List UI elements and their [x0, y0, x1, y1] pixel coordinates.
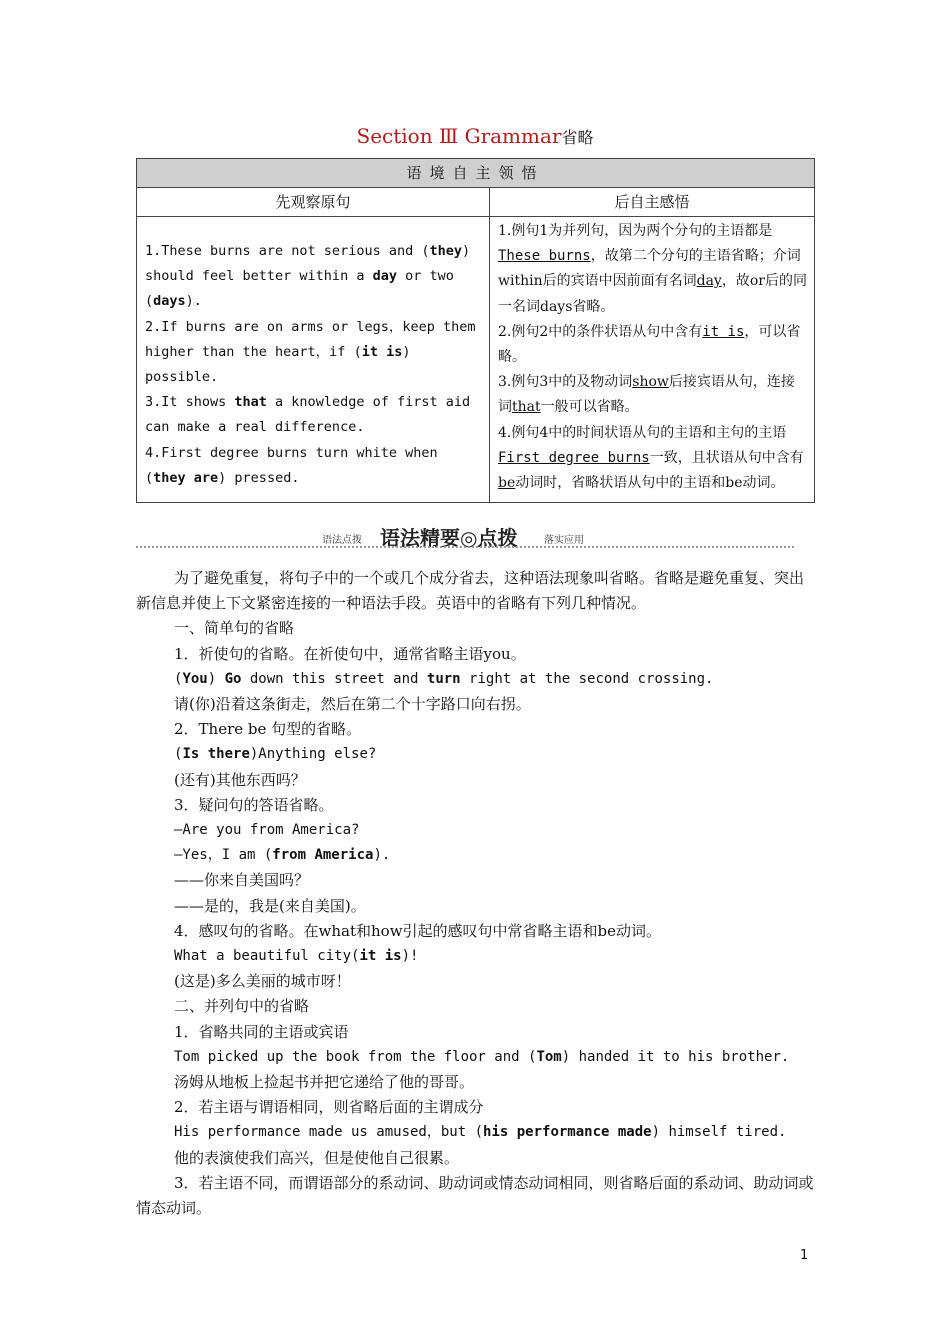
title-en: Section Ⅲ Grammar [356, 124, 562, 148]
insight-4: 4.例句4中的时间状语从句的主语和主句的主语First degree burns一致，且状语从句中含有be动词时，省略状语从句中的主语和be动词。 [498, 424, 804, 492]
rule-there-be: 2．There be 句型的省略。 [174, 720, 362, 739]
col-header-left: 先观察原句 [137, 188, 490, 217]
rule-same-predicate: 2．若主语与谓语相同，则省略后面的主谓成分 [174, 1098, 484, 1117]
banner-main-label: 语法精要◎点拨 [380, 526, 518, 550]
example-imperative: (You) Go down this street and turn right at the second crossing. [174, 670, 714, 687]
table-band-title: 语境自主领悟 [137, 159, 815, 188]
example-same-predicate: His performance made us amused，but (his performance made) himself tired. [174, 1124, 787, 1141]
rule-exclamation: 4．感叹句的省略。在what和how引起的感叹句中常省略主语和be动词。 [174, 921, 662, 940]
example-question: —Are you from America? [174, 822, 360, 839]
translation-exclamation: (这是)多么美丽的城市呀！ [174, 972, 351, 991]
title-cn: 省略 [561, 128, 594, 147]
translation-imperative: 请(你)沿着这条街走，然后在第二个十字路口向右拐。 [174, 695, 531, 714]
banner-left-label: 语法点拨 [322, 535, 362, 546]
translation-answer: ——是的，我是(来自美国)。 [174, 896, 366, 915]
translation-there-be: (还有)其他东西吗？ [174, 770, 306, 789]
grammar-body [136, 566, 816, 1221]
example-sentence-1: 1.These burns are not serious and (they) should feel better within a day or two (days). [145, 243, 471, 310]
insights-cell [490, 217, 815, 503]
original-sentences-cell [137, 217, 490, 503]
banner-dotted-divider [136, 546, 794, 548]
banner-right-label: 落实应用 [544, 535, 584, 546]
example-exclamation: What a beautiful city(it is)! [174, 948, 419, 965]
rule-shared-subject: 1．省略共同的主语或宾语 [174, 1022, 349, 1041]
example-sentence-3: 3.It shows that a knowledge of first aid can make a real difference. [145, 394, 471, 436]
section-banner [136, 520, 794, 554]
example-sentence-2: 2.If burns are on arms or legs，keep them higher than the heart，if (it is) possible. [145, 318, 476, 386]
insight-3: 3.例句3中的及物动词show后接宾语从句，连接词that一般可以省略。 [498, 374, 795, 416]
heading-simple-sentence: 一、简单句的省略 [174, 619, 295, 638]
insight-1: 1.例句1为并列句，因为两个分句的主语都是These burns，故第二个分句的主语省略；介词within后的宾语中因前面有名词day，故or后的同一名词days省略。 [498, 223, 807, 315]
example-there-be: (Is there)Anything else? [174, 746, 377, 763]
example-shared-subject: Tom picked up the book from the floor and (Tom) handed it to his brother. [174, 1048, 790, 1065]
page-number: 1 [800, 1248, 809, 1263]
heading-compound-sentence: 二、并列句中的省略 [174, 997, 310, 1016]
translation-same-predicate: 他的表演使我们高兴，但是使他自己很累。 [174, 1148, 460, 1167]
rule-question-answer: 3．疑问句的答语省略。 [174, 795, 334, 814]
example-answer: —Yes，I am (from America). [174, 847, 391, 864]
translation-question: ——你来自美国吗？ [174, 871, 310, 890]
page-title [0, 124, 950, 148]
translation-shared-subject: 汤姆从地板上捡起书并把它递给了他的哥哥。 [174, 1073, 475, 1092]
col-header-right: 后自主感悟 [490, 188, 815, 217]
insight-2: 2.例句2中的条件状语从句中含有it is，可以省略。 [498, 323, 801, 366]
example-sentence-4: 4.First degree burns turn white when (they are) pressed. [145, 444, 438, 486]
rule-different-subject: 3．若主语不同，而谓语部分的系动词、助动词或情态动词相同，则省略后面的系动词、助动词或情态动词。 [136, 1173, 814, 1218]
intro-paragraph: 为了避免重复，将句子中的一个或几个成分省去，这种语法现象叫省略。省略是避免重复、突出新信息并使上下文紧密连接的一种语法手段。英语中的省略有下列几种情况。 [136, 569, 805, 613]
comparison-table [136, 158, 815, 503]
rule-imperative: 1．祈使句的省略。在祈使句中，通常省略主语you。 [174, 644, 526, 663]
